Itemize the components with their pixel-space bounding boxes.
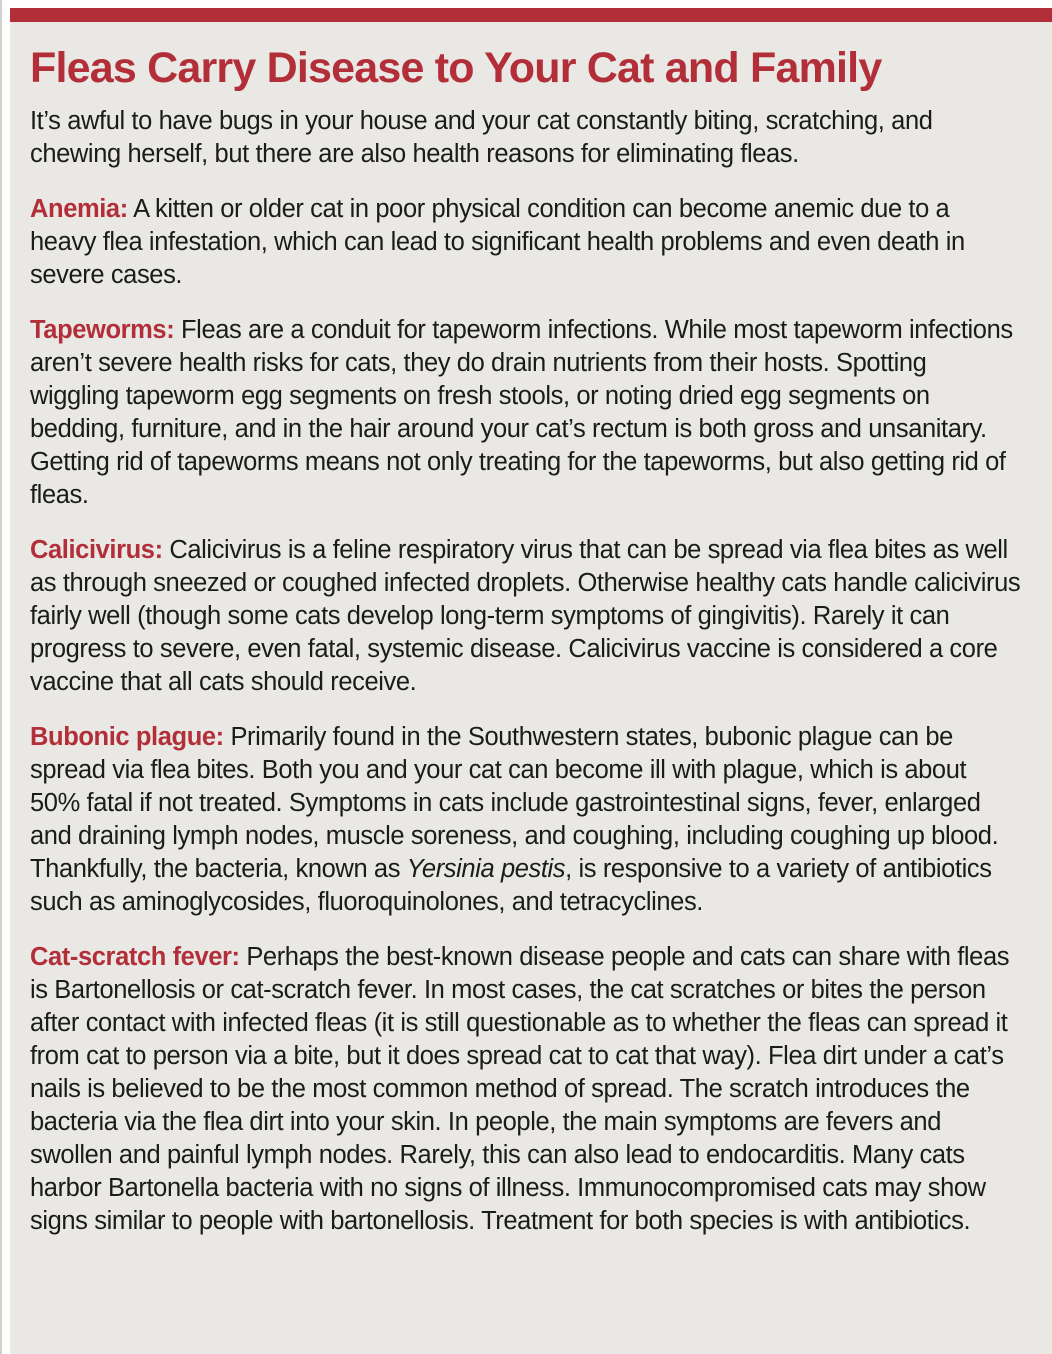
section-body-anemia: A kitten or older cat in poor physical condition can become anemic due to a heavy flea infestation, which can lead to significant health problems and even death in severe cases.	[30, 195, 965, 290]
section-cat-scratch-fever	[30, 941, 1022, 1238]
section-anemia	[30, 193, 1022, 292]
section-body-bubonic-plague-part1: Primarily found in the Southwestern states, bubonic plague can be spread via flea bites. Both you and your cat can become ill with plague, which is about 50% fatal if not treated. Symptoms in cats include gastrointestinal signs, fever, enlarged and draining lymph nodes, muscle soreness, and coughing, including coughing up blood. Thankfully, the bacteria, known as	[30, 723, 999, 884]
section-bubonic-plague	[30, 721, 1022, 919]
section-lead-tapeworms: Tapeworms:	[30, 316, 175, 345]
top-accent-bar	[10, 8, 1052, 22]
section-body-cat-scratch-fever: Perhaps the best-known disease people and cats can share with fleas is Bartonellosis or cat-scratch fever. In most cases, the cat scratches or bites the person after contact with infected fleas (it is still questionable as to whether the fleas can spread it from cat to person via a bite, but it does spread cat to cat that way). Flea dirt under a cat’s nails is believed to be the most common method of spread. The scratch introduces the bacteria via the flea dirt into your skin. In people, the main symptoms are fevers and swollen and painful lymph nodes. Rarely, this can also lead to endocarditis. Many cats harbor Bartonella bacteria with no signs of illness. Immunocompromised cats may show signs similar to people with bartonellosis. Treatment for both species is with antibiotics.	[30, 943, 1010, 1236]
section-lead-calicivirus: Calicivirus:	[30, 536, 163, 565]
section-lead-cat-scratch-fever: Cat-scratch fever:	[30, 943, 240, 972]
flea-disease-infobox	[10, 8, 1052, 1354]
section-calicivirus	[30, 534, 1022, 699]
section-tapeworms	[30, 314, 1022, 512]
section-body-bubonic-plague-part2: , is responsive to a variety of antibiotics such as aminoglycosides, fluoroquinolones, and tetracyclines.	[30, 855, 992, 917]
section-body-calicivirus: Calicivirus is a feline respiratory virus that can be spread via flea bites as well as through sneezed or coughed infected droplets. Otherwise healthy cats handle calicivirus fairly well (though some cats develop long-term symptoms of gingivitis). Rarely it can progress to severe, even fatal, systemic disease. Calicivirus vaccine is considered a core vaccine that all cats should receive.	[30, 536, 1021, 697]
section-lead-bubonic-plague: Bubonic plague:	[30, 723, 224, 752]
infobox-content	[10, 22, 1052, 1238]
page-title: Fleas Carry Disease to Your Cat and Family	[30, 44, 882, 92]
section-lead-anemia: Anemia:	[30, 195, 128, 224]
species-name-italic: Yersinia pestis	[406, 855, 566, 884]
section-body-tapeworms: Fleas are a conduit for tapeworm infections. While most tapeworm infections aren’t severe health risks for cats, they do drain nutrients from their hosts. Spotting wiggling tapeworm egg segments on fresh stools, or noting dried egg segments on bedding, furniture, and in the hair around your cat’s rectum is both gross and unsanitary. Getting rid of tapeworms means not only treating for the tapeworms, but also getting rid of fleas.	[30, 316, 1013, 510]
intro-paragraph: It’s awful to have bugs in your house and your cat constantly biting, scratching, and chewing herself, but there are also health reasons for eliminating fleas.	[30, 107, 933, 169]
